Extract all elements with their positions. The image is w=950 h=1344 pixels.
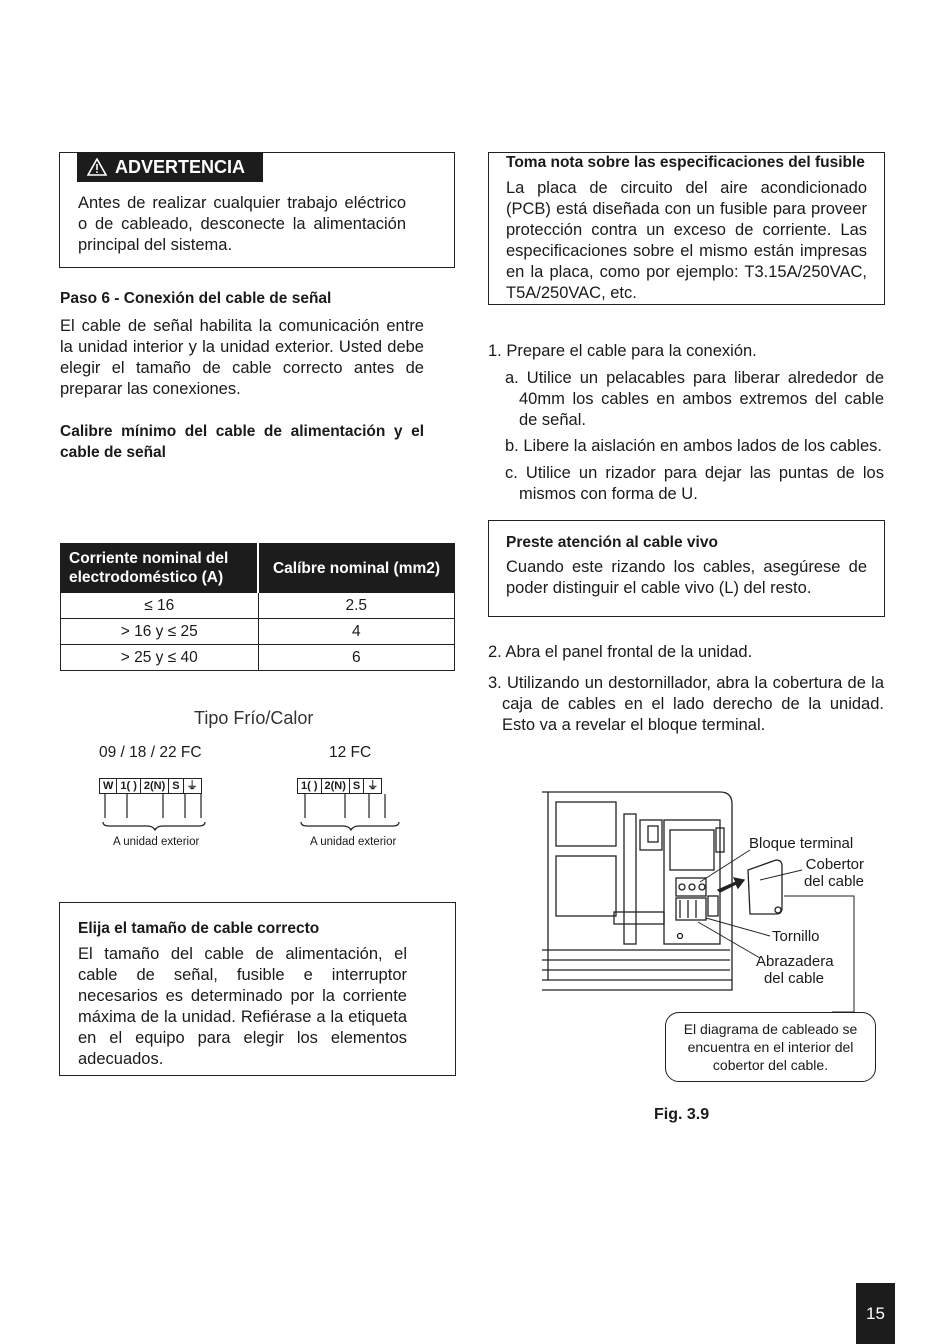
step-1b: b. Libere la aislación en ambos lados de los cables. [505,437,882,455]
live-cable-text: Cuando este rizando los cables, asegúrese de poder distinguir el cable vivo (L) del resto. [506,558,867,597]
live-cable-heading: Preste atención al cable vivo [506,534,718,551]
step6-text: El cable de señal habilita la comunicación entre la unidad interior y la unidad exterior. Usted debe elegir el tamaño de cable correcto antes de preparar las conexiones. [60,317,424,398]
cable-gauge-table [60,543,455,671]
warning-title: ADVERTENCIA [115,156,246,177]
step-1: 1. Prepare el cable para la conexión. [488,342,757,360]
label-terminal-block: Bloque terminal [749,835,854,852]
gauge-heading: Calibre mínimo del cable de alimentación y el cable de señal [60,423,424,461]
label-screw: Tornillo [772,928,820,945]
terminal-label: 2(N) [141,779,169,793]
warning-text: Antes de realizar cualquier trabajo eléctrico o de cableado, desconecte la alimentación principal del sistema. [78,194,406,254]
table-row [61,593,455,619]
terminal-label: W [100,779,117,793]
label-cable-cover: Cobertor del cable [803,856,864,890]
table-header-gauge: Calíbre nominal (mm2) [258,544,455,593]
terminal-label: S [350,779,364,793]
step-2: 2. Abra el panel frontal de la unidad. [488,643,753,661]
label-cable-clamp: Abrazadera del cable [756,953,834,987]
table-row [61,645,455,671]
page-number: 15 [856,1283,895,1344]
wiring-diagram-callout [665,1012,876,1082]
table-cell: > 16 y ≤ 25 [61,619,259,645]
table-cell: > 25 y ≤ 40 [61,645,259,671]
step-3: 3. Utilizando un destornillador, abra la cobertura de la caja de cables en el lado derecho de la unidad. Esto va a revelar el bloque terminal. [488,674,884,734]
table-cell: 4 [258,619,455,645]
diagram-right-model: 12 FC [329,744,372,761]
terminal-wires-right [297,794,403,834]
step-1a: a. Utilice un pelacables para liberar alrededor de 40mm los cables en ambos extremos del cable de señal. [505,369,884,429]
diagram-right-caption: A unidad exterior [310,836,397,848]
table-header-current: Corriente nominal del electrodoméstico (A) [61,544,259,593]
ground-icon: ⏚ [367,780,379,792]
table-cell: ≤ 16 [61,593,259,619]
terminal-label: 1( ) [298,779,322,793]
warning-icon [87,158,107,176]
fuse-note-text: La placa de circuito del aire acondicionado (PCB) está diseñada con un fusible para proveer protección contra un exceso de corriente. Las especificaciones sobre el mismo están impresas en la placa, como por ejemplo: T3.15A/250VAC, T5A/250VAC, etc. [506,179,867,302]
diagram-left-caption: A unidad exterior [113,836,200,848]
table-cell: 6 [258,645,455,671]
terminal-strip-left [99,778,202,794]
table-cell: 2.5 [258,593,455,619]
terminal-label: 2(N) [322,779,350,793]
terminal-strip-right [297,778,382,794]
step-1c: c. Utilice un rizador para dejar las puntas de los mismos con forma de U. [505,464,884,503]
choose-cable-text: El tamaño del cable de alimentación, el cable de señal, fusible e interruptor necesarios es determinado por la corriente máxima de la unidad. Refiérase a la etiqueta en el equipo para elegir los elementos adecuados. [78,945,407,1068]
warning-header [77,152,263,182]
terminal-wires-left [99,794,211,834]
table-row [61,619,455,645]
terminal-label: S [169,779,183,793]
diagram-title: Tipo Frío/Calor [194,708,314,728]
callout-text: El diagrama de cableado se encuentra en el interior del cobertor del cable. [683,1021,858,1073]
choose-cable-heading: Elija el tamaño de cable correcto [78,920,320,937]
step6-heading: Paso 6 - Conexión del cable de señal [60,290,332,307]
ground-icon: ⏚ [186,780,198,792]
fuse-note-heading: Toma nota sobre las especificaciones del fusible [506,154,865,171]
diagram-left-model: 09 / 18 / 22 FC [99,744,202,761]
figure-caption: Fig. 3.9 [654,1106,710,1123]
terminal-label: 1( ) [117,779,141,793]
